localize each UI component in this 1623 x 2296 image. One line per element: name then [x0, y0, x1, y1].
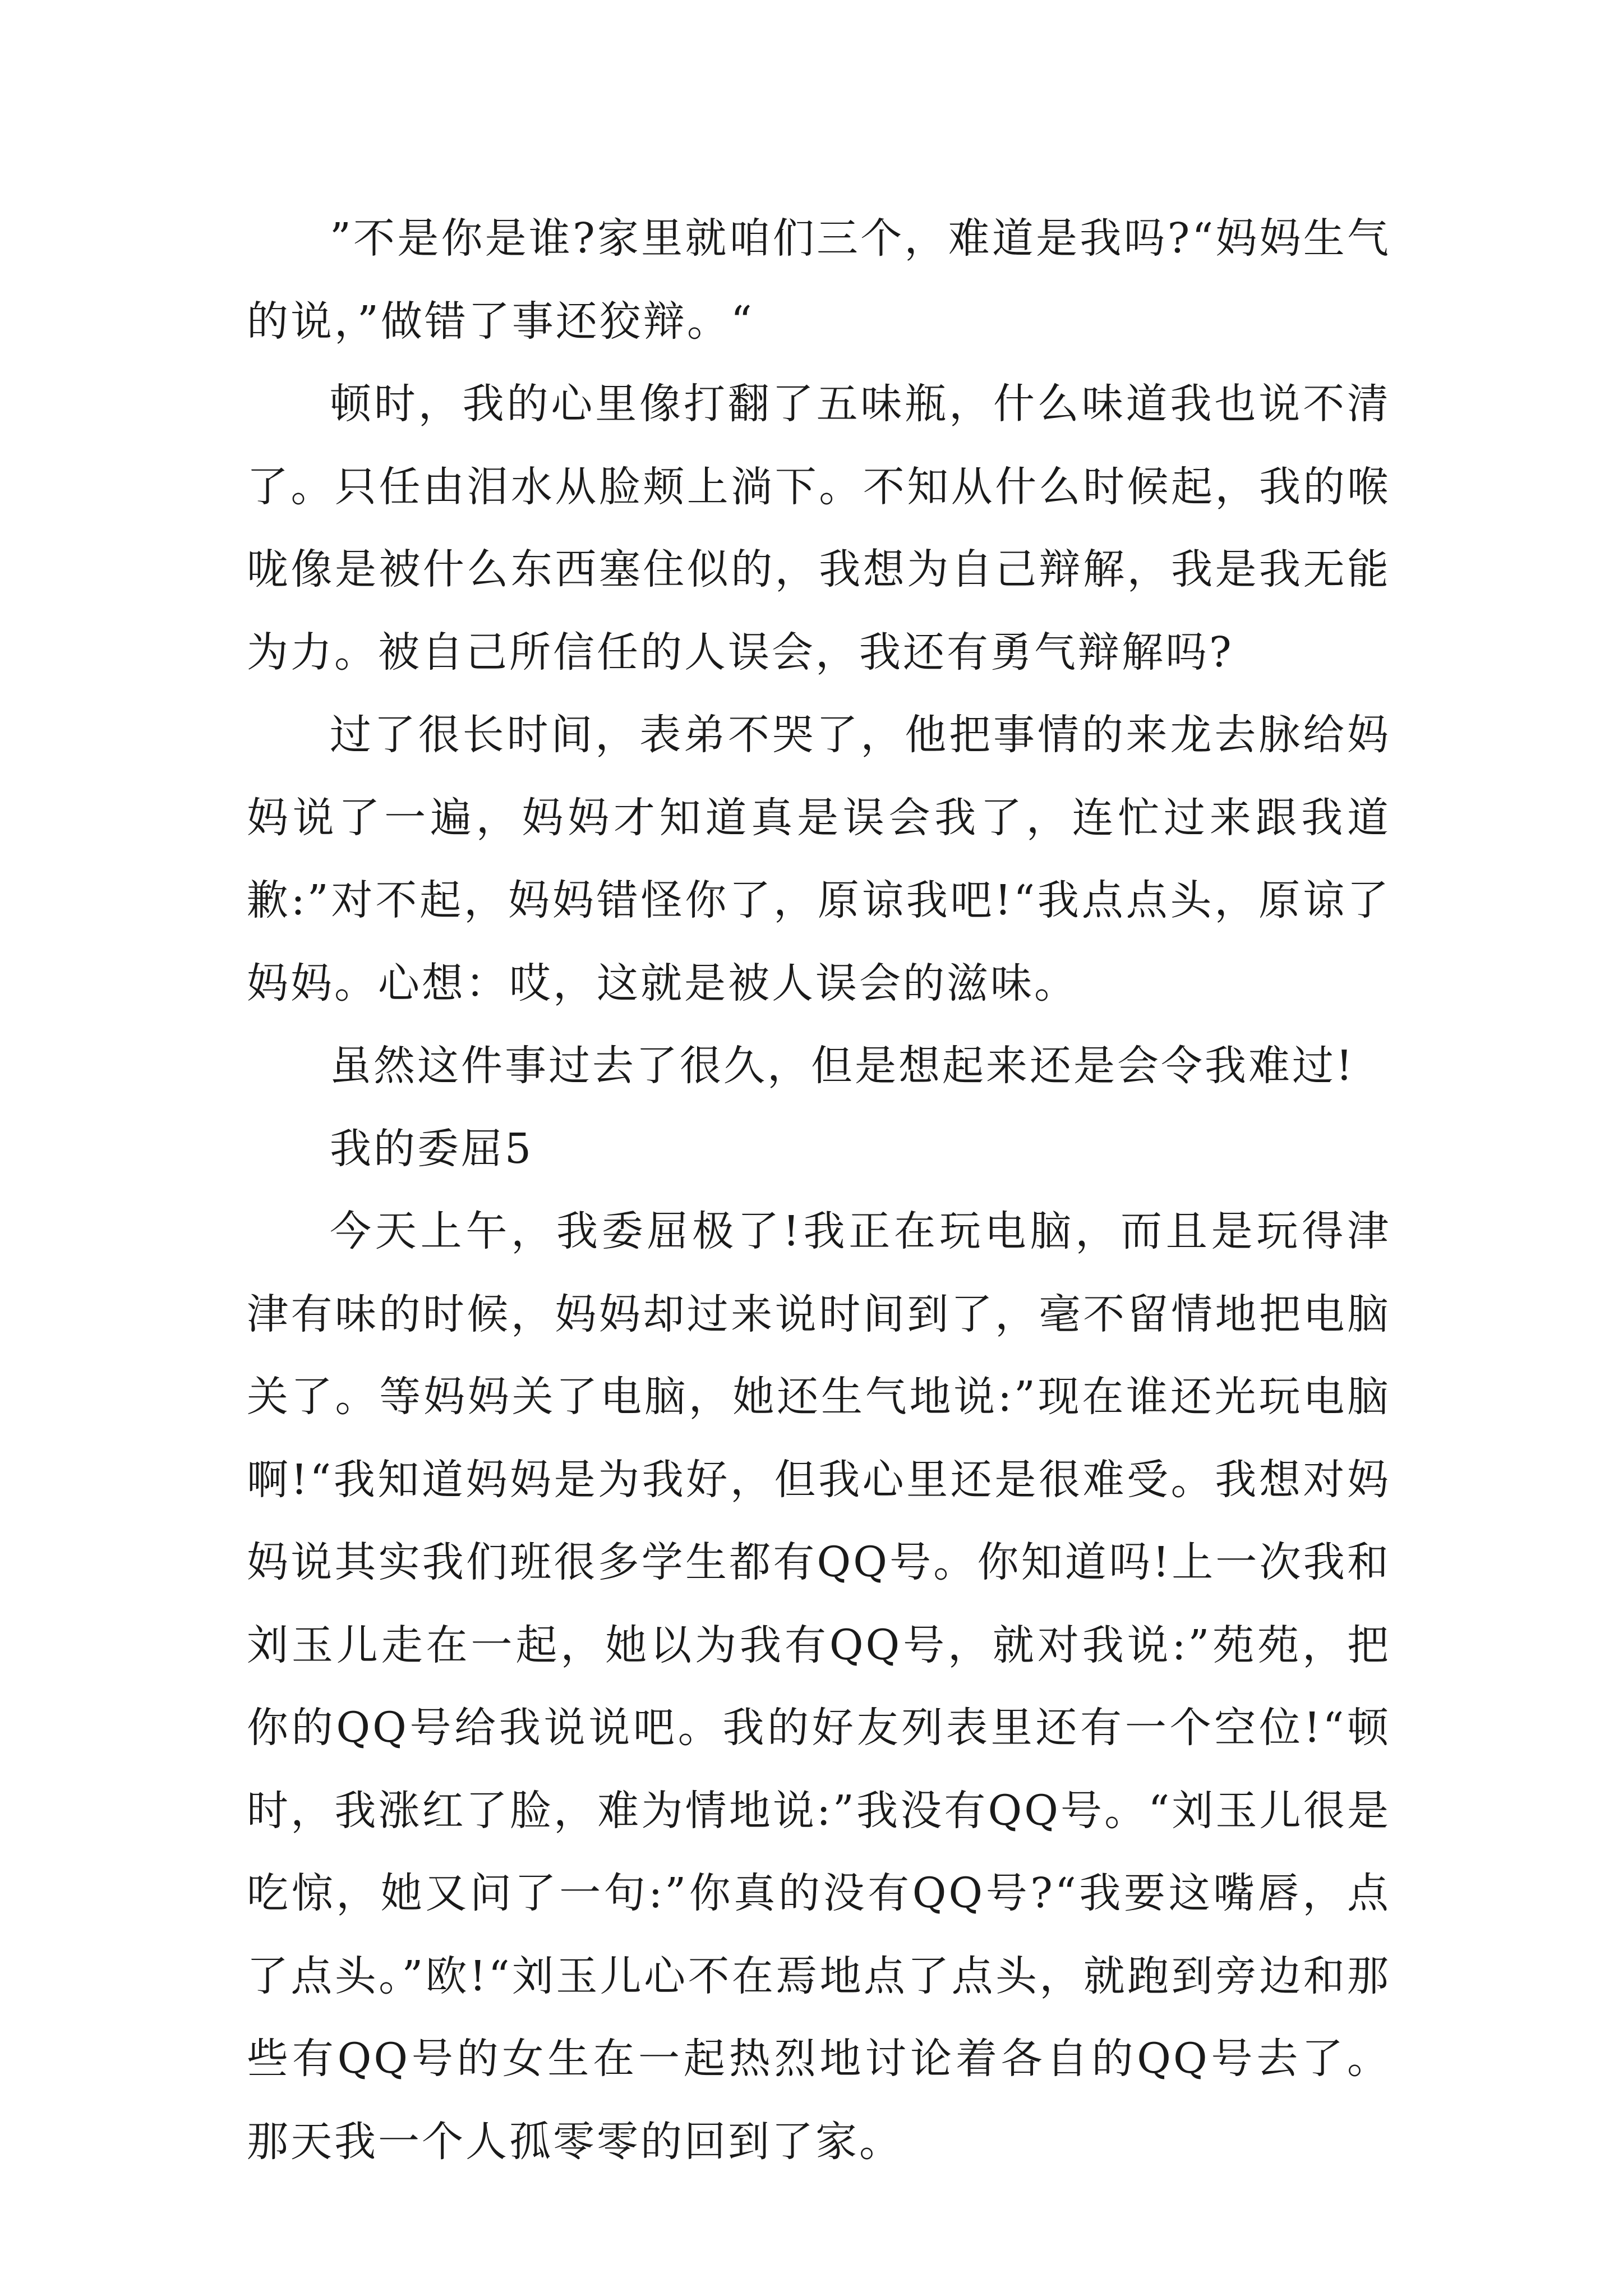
paragraph: 虽然这件事过去了很久，但是想起来还是会令我难过! — [330, 1042, 1355, 1090]
paragraph: 顿时，我的心里像打翻了五味瓶，什么味道我也说不清了。只任由泪水从脸颊上淌下。不知从什么时候起，我的喉咙像是被什么东西塞住似的，我想为自己辩解，我是我无能为力。被自己所信任的人误会，我还有勇气辩解吗? — [247, 380, 1391, 677]
paragraph: ”不是你是谁?家里就咱们三个，难道是我吗?“妈妈生气的说，”做错了事还狡辩。“ — [247, 214, 1391, 346]
section-heading: 我的委屈5 — [330, 1124, 534, 1173]
paragraph: 过了很长时间，表弟不哭了，他把事情的来龙去脉给妈妈说了一遍，妈妈才知道真是误会我了，连忙过来跟我道歉:”对不起，妈妈错怪你了，原谅我吧!“我点点头，原谅了妈妈。心想：哎，这就是被人误会的滋味。 — [247, 711, 1391, 1007]
document-body — [247, 197, 1391, 2183]
paragraph: 今天上午，我委屈极了!我正在玩电脑，而且是玩得津津有味的时候，妈妈却过来说时间到了，毫不留情地把电脑关了。等妈妈关了电脑，她还生气地说:”现在谁还光玩电脑啊!“我知道妈妈是为我好，但我心里还是很难受。我想对妈妈说其实我们班很多学生都有QQ号。你知道吗!上一次我和刘玉儿走在一起，她以为我有QQ号，就对我说:”苑苑，把你的QQ号给我说说吧。我的好友列表里还有一个空位!“顿时，我涨红了脸，难为情地说:”我没有QQ号。“刘玉儿很是吃惊，她又问了一句:”你真的没有QQ号?“我要这嘴唇，点了点头。”欧!“刘玉儿心不在焉地点了点头，就跑到旁边和那些有QQ号的女生在一起热烈地讨论着各自的QQ号去了。那天我一个人孤零零的回到了家。 — [247, 1207, 1391, 2166]
